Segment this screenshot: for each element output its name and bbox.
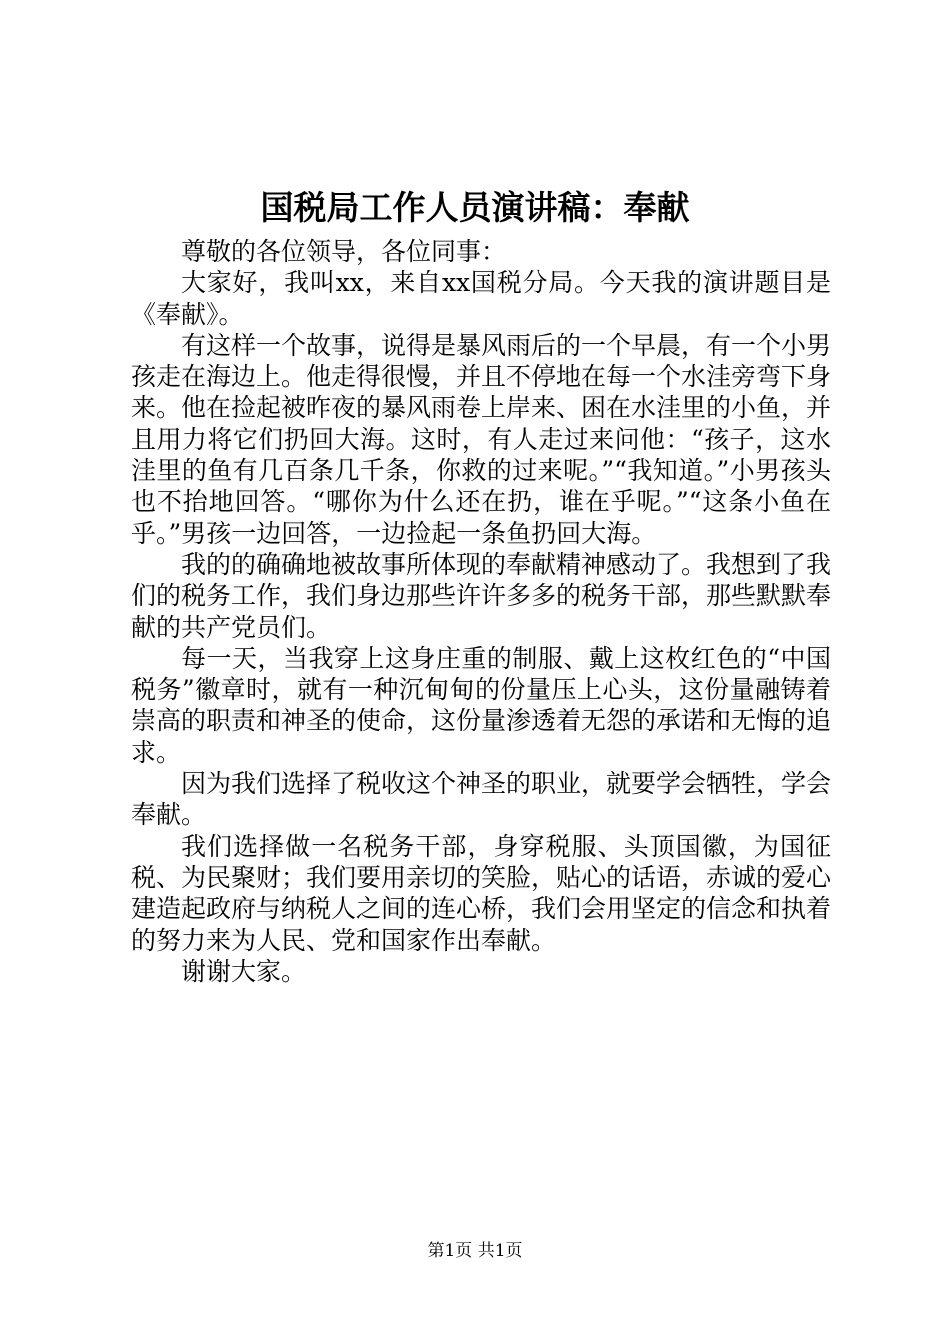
paragraph-intro: 大家好，我叫xx，来自xx国税分局。今天我的演讲题目是《奉献》。 (131, 268, 831, 329)
paragraph-reflection: 我的的确确地被故事所体现的奉献精神感动了。我想到了我们的税务工作，我们身边那些许许多多的税务干部，那些默默奉献的共产党员们。 (131, 549, 832, 642)
paragraph-sacrifice: 因为我们选择了税收这个神圣的职业，就要学会牺牲，学会奉献。 (131, 769, 832, 830)
paragraph-story: 有这样一个故事，说得是暴风雨后的一个早晨，有一个小男孩走在海边上。他走得很慢，并且不停地在每一个水洼旁弯下身来。他在捡起被昨夜的暴风雨卷上岸来、困在水洼里的小鱼，并且用力将它们扔回大海。这时，有人走过来问他：“孩子，这水洼里的鱼有几百条几千条，你救的过来呢。”“我知道。”小男孩头也不抬地回答。“哪你为什么还在扔，谁在乎呢。”“这条小鱼在乎。”男孩一边回答，一边捡起一条鱼扔回大海。 (131, 330, 832, 548)
paragraph-daily-duty: 每一天，当我穿上这身庄重的制服、戴上这枚红色的“中国税务”徽章时，就有一种沉甸甸的份量压上心头，这份量融铸着崇高的职责和神圣的使命，这份量渗透着无怨的承诺和无悔的追求。 (131, 643, 832, 767)
document-title: 国税局工作人员演讲稿：奉献 (260, 188, 690, 227)
page-footer: 第1页 共1页 (427, 1241, 523, 1261)
paragraph-closing: 谢谢大家。 (181, 956, 307, 986)
paragraph-commitment: 我们选择做一名税务干部，身穿税服、头顶国徽，为国征税、为民聚财；我们要用亲切的笑脸，贴心的话语，赤诚的爱心建造起政府与纳税人之间的连心桥，我们会用坚定的信念和执着的努力来为人民、党和国家作出奉献。 (131, 831, 832, 955)
document-body (131, 236, 831, 987)
paragraph-salutation: 尊敬的各位领导，各位同事： (181, 237, 507, 266)
